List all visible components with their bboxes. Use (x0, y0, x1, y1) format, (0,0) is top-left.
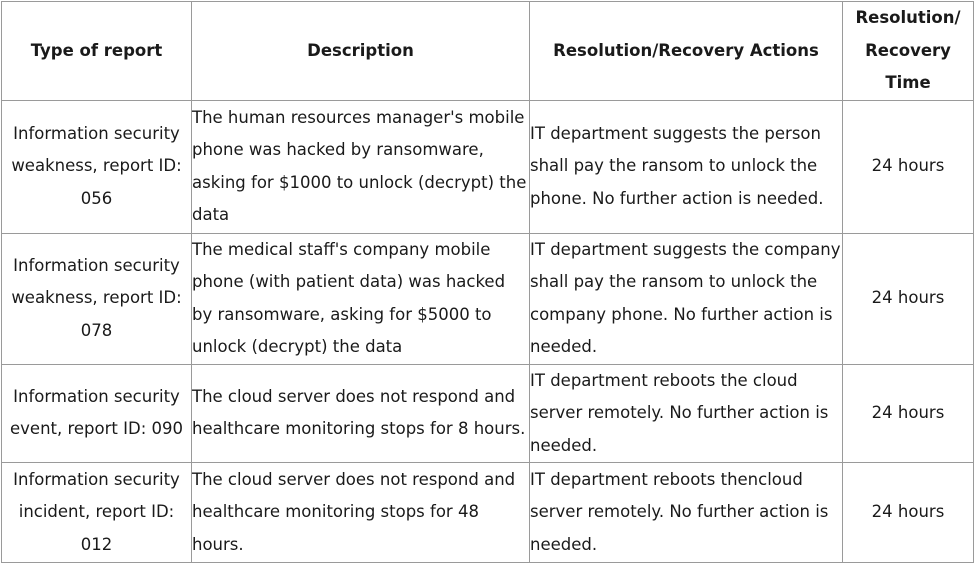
incident-report-table (1, 1, 974, 563)
actions-cell: IT department suggests the person shall pay the ransom to unlock the phone. No further action is needed. (530, 100, 843, 233)
actions-cell: IT department reboots the cloud server remotely. No further action is needed. (530, 364, 843, 463)
report-type-cell: Information security event, report ID: 090 (2, 364, 192, 463)
table-row (2, 364, 974, 463)
actions-cell: IT department reboots thencloud server remotely. No further action is needed. (530, 463, 843, 563)
time-cell: 24 hours (843, 100, 974, 233)
header-description: Description (192, 2, 530, 101)
table-row (2, 100, 974, 233)
description-cell: The human resources manager's mobile phone was hacked by ransomware, asking for $1000 to unlock (decrypt) the data (192, 100, 530, 233)
table-header-row (2, 2, 974, 101)
time-cell: 24 hours (843, 463, 974, 563)
header-resolution-time: Resolution/ Recovery Time (843, 2, 974, 101)
time-cell: 24 hours (843, 364, 974, 463)
header-resolution-actions: Resolution/Recovery Actions (530, 2, 843, 101)
table-row (2, 233, 974, 364)
header-type-of-report: Type of report (2, 2, 192, 101)
table-row (2, 463, 974, 563)
description-cell: The cloud server does not respond and healthcare monitoring stops for 48 hours. (192, 463, 530, 563)
actions-cell: IT department suggests the company shall pay the ransom to unlock the company phone. No further action is needed. (530, 233, 843, 364)
description-cell: The medical staff's company mobile phone (with patient data) was hacked by ransomware, asking for $5000 to unlock (decrypt) the data (192, 233, 530, 364)
report-type-cell: Information security incident, report ID: 012 (2, 463, 192, 563)
report-type-cell: Information security weakness, report ID: 078 (2, 233, 192, 364)
description-cell: The cloud server does not respond and healthcare monitoring stops for 8 hours. (192, 364, 530, 463)
time-cell: 24 hours (843, 233, 974, 364)
report-type-cell: Information security weakness, report ID: 056 (2, 100, 192, 233)
